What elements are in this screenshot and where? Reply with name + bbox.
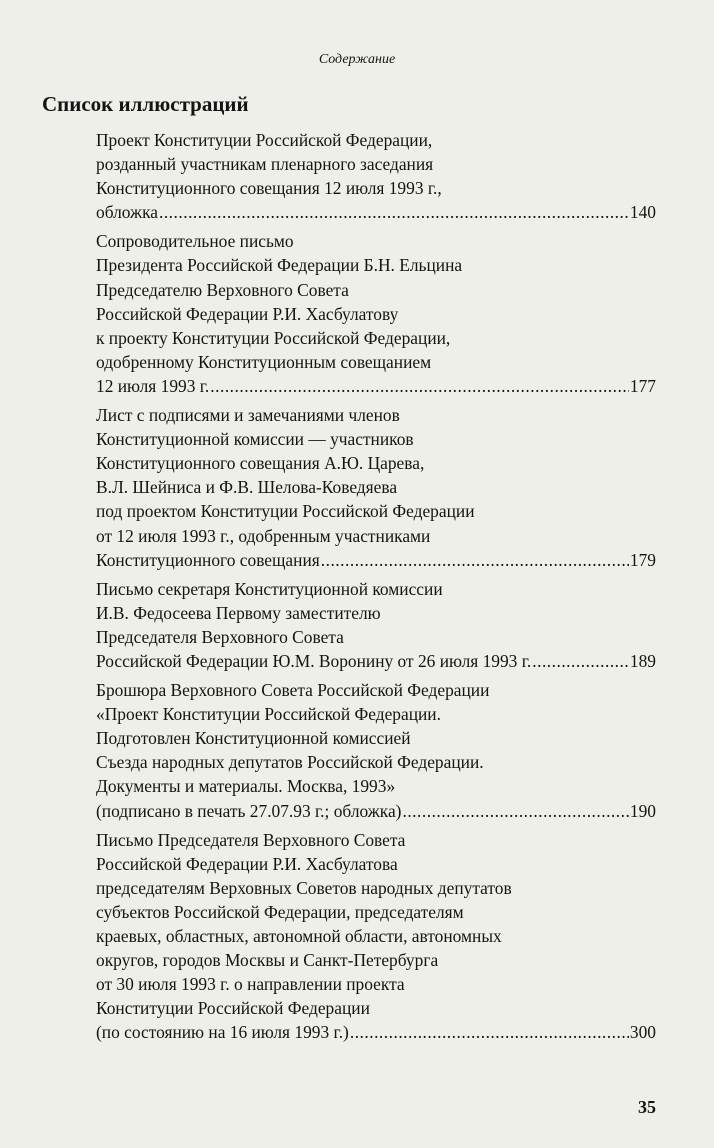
toc-entry-text: Конституционного совещания [96, 549, 320, 570]
toc-entry-text: 12 июля 1993 г. [96, 375, 210, 396]
toc-entry-line: В.Л. Шейниса и Ф.В. Шелова-Коведяева [96, 477, 398, 498]
toc-entry-line: Сопроводительное письмо [96, 231, 294, 252]
dot-leader [321, 548, 629, 572]
toc-entry-line: субъектов Российской Федерации, председателям [96, 901, 464, 922]
running-header: Содержание [318, 52, 396, 67]
toc-entry-line: от 30 июля 1993 г. о направлении проекта [96, 974, 405, 995]
toc-entry-line: председателям Верховных Советов народных депутатов [96, 877, 512, 898]
toc-entry-line: к проекту Конституции Российской Федерации, [96, 327, 451, 348]
toc-page-number: 190 [629, 800, 656, 821]
toc-entry-text: (по состоянию на 16 июля 1993 г.) [96, 1022, 349, 1043]
toc-entry-line: Документы и материалы. Москва, 1993» [96, 776, 396, 797]
toc-entry-line: Проект Конституции Российской Федерации, [96, 130, 433, 150]
toc-page-number: 300 [629, 1022, 656, 1043]
toc-entry [96, 828, 656, 1045]
toc-entry [96, 229, 656, 398]
toc-entry-line: краевых, областных, автономной области, автономных [96, 926, 502, 946]
toc-entry-line: Российской Федерации Р.И. Хасбулатова [96, 853, 398, 874]
toc-entry-line: Конституционной комиссии — участников [96, 429, 414, 450]
section-title: Список иллюстраций [42, 92, 249, 116]
toc-entry-last-line [96, 374, 656, 398]
toc-entry [96, 403, 656, 572]
dot-leader [210, 374, 629, 398]
dot-leader [350, 1020, 629, 1044]
toc-entry-line: Съезда народных депутатов Российской Федерации. [96, 752, 484, 773]
toc-entry-text: (подписано в печать 27.07.93 г.; обложка) [96, 800, 402, 821]
toc-entry-last-line [96, 1020, 656, 1044]
toc-entry-line: Президента Российской Федерации Б.Н. Ельцина [96, 255, 463, 276]
toc-entry-text: обложка [96, 202, 158, 223]
toc-entry-line: Российской Федерации Р.И. Хасбулатову [96, 303, 399, 324]
toc-entry-last-line [96, 799, 656, 823]
toc-entry-line: Конституционного совещания 12 июля 1993 г., [96, 178, 442, 199]
toc-entry-line: Конституции Российской Федерации [96, 998, 370, 1019]
toc-entry-line: Брошюра Верховного Совета Российской Федерации [96, 680, 490, 701]
illustrations-list [96, 128, 656, 1049]
toc-entry [96, 678, 656, 823]
toc-entry-line: одобренному Конституционным совещанием [96, 351, 432, 372]
toc-entry-text: Российской Федерации Ю.М. Воронину от 26 июля 1993 г. [96, 650, 532, 671]
toc-entry-last-line [96, 548, 656, 572]
toc-page-number: 179 [629, 549, 656, 570]
dot-leader [402, 799, 628, 823]
toc-entry-last-line [96, 200, 656, 224]
toc-entry-line: розданный участникам пленарного заседания [96, 154, 434, 175]
toc-entry-line: Письмо секретаря Конституционной комиссии [96, 578, 443, 599]
toc-entry-line: Письмо Председателя Верховного Совета [96, 829, 406, 850]
toc-entry-last-line [96, 649, 656, 673]
toc-page-number: 140 [629, 202, 656, 223]
toc-entry-line: округов, городов Москвы и Санкт-Петербурга [96, 950, 439, 971]
toc-entry-line: Подготовлен Конституционной комиссией [96, 728, 411, 749]
toc-entry-line: «Проект Конституции Российской Федерации. [96, 704, 441, 725]
toc-entry-line: под проектом Конституции Российской Федерации [96, 501, 475, 522]
toc-entry-line: от 12 июля 1993 г., одобренным участниками [96, 525, 431, 546]
toc-page-number: 177 [629, 375, 656, 396]
toc-entry-line: Председателя Верховного Совета [96, 626, 344, 647]
toc-entry-line: Лист с подписями и замечаниями членов [96, 405, 400, 426]
dot-leader [159, 200, 629, 224]
toc-entry-line: Председателю Верховного Совета [96, 279, 349, 300]
page-number: 35 [638, 1097, 656, 1117]
toc-entry-line: Конституционного совещания А.Ю. Царева, [96, 453, 425, 474]
toc-entry [96, 128, 656, 224]
toc-page-number: 189 [629, 650, 656, 671]
toc-entry [96, 577, 656, 673]
toc-entry-line: И.В. Федосеева Первому заместителю [96, 602, 381, 623]
dot-leader [532, 649, 629, 673]
